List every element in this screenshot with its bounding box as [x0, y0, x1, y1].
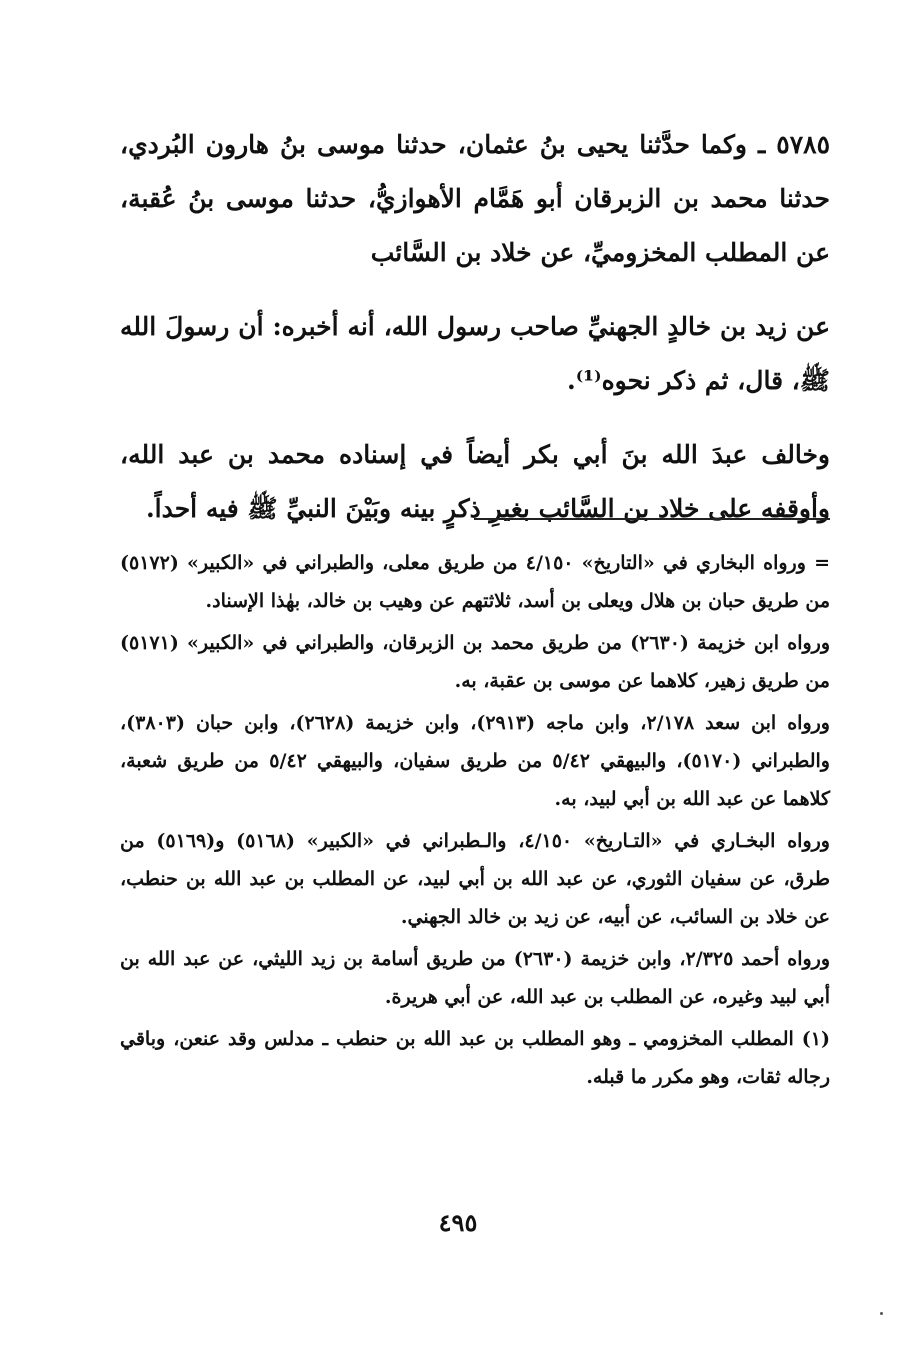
hadith-paragraph: وخالف عبدَ الله بنَ أبي بكر أيضاً في إسناده محمد بن عبد الله، وأوقفه على خلاد بن السَّائب بغيرِ ذكرٍ بينه وبَيْنَ النبيِّ ﷺ فيه أحداً.	[120, 440, 830, 523]
footnotes	[120, 544, 830, 1100]
hadith-paragraph: عن زيد بن خالدٍ الجهنيِّ صاحب رسول الله، أنه أخبره: أن رسولَ الله ﷺ، قال، ثم ذكر نحوه⁽¹⁾.	[120, 312, 830, 395]
footnote-paragraph: ورواه البخـاري في «التـاريخ» ٤/١٥٠، والـطبراني في «الكبير» (٥١٦٨) و(٥١٦٩) من طرق، عن سفيان الثوري، عن عبد الله بن أبي لبيد، عن المطلب بن عبد الله بن حنطب، عن خلاد بن السائب، عن أبيه، عن زيد بن خالد الجهني.	[120, 830, 830, 928]
footnote-paragraph: (١) المطلب المخزومي ـ وهو المطلب بن عبد الله بن حنطب ـ مدلس وقد عنعن، وباقي رجاله ثقات، وهو مكرر ما قبله.	[120, 1028, 830, 1088]
footnote-paragraph: ورواه ابن سعد ٢/١٧٨، وابن ماجه (٢٩١٣)، وابن خزيمة (٢٦٢٨)، وابن حبان (٣٨٠٣)، والطبراني (٥١٧٠)، والبيهقي ٥/٤٢ من طريق سفيان، والبيهقي ٥/٤٢ من طريق شعبة، كلاهما عن عبد الله بن أبي لبيد، به.	[120, 712, 830, 810]
footnote-paragraph: ورواه أحمد ٢/٣٢٥، وابن خزيمة (٢٦٣٠) من طريق أسامة بن زيد الليثي، عن عبد الله بن أبي لبيد وغيره، عن المطلب بن عبد الله، عن أبي هريرة.	[120, 948, 830, 1008]
scan-speck	[880, 1312, 883, 1315]
main-text	[120, 118, 830, 556]
hadith-paragraph: ٥٧٨٥ ـ وكما حدَّثنا يحيى بنُ عثمان، حدثنا موسى بنُ هارون البُردي، حدثنا محمد بن الزبرقان أبو هَمَّام الأهوازيُّ، حدثنا موسى بنُ عُقبة، عن المطلب المخزوميِّ، عن خلاد بن السَّائب	[120, 130, 830, 267]
footnote-paragraph: = ورواه البخاري في «التاريخ» ٤/١٥٠ من طريق معلى، والطبراني في «الكبير» (٥١٧٢) من طريق حبان بن هلال ويعلى بن أسد، ثلاثتهم عن وهيب بن خالد، بهٰذا الإسناد.	[120, 552, 830, 612]
footnote-paragraph: ورواه ابن خزيمة (٢٦٣٠) من طريق محمد بن الزبرقان، والطبراني في «الكبير» (٥١٧١) من طريق زهير، كلاهما عن موسى بن عقبة، به.	[120, 632, 831, 692]
footnote-separator	[474, 518, 830, 520]
page-number: ٤٩٥	[438, 1208, 478, 1237]
